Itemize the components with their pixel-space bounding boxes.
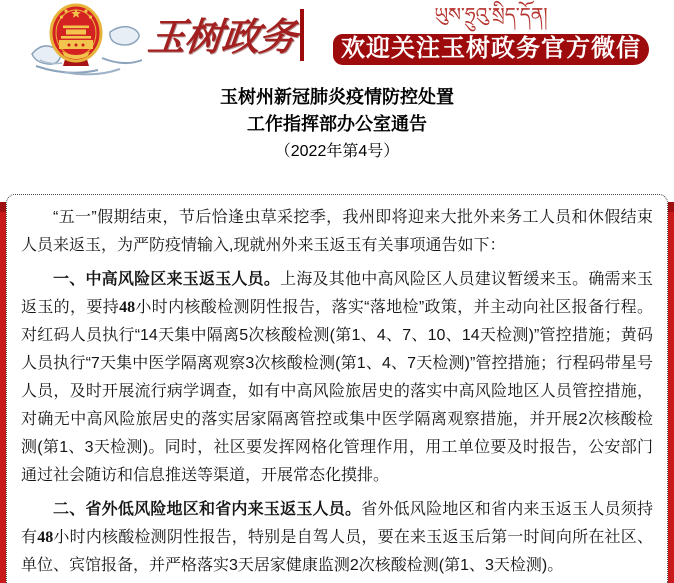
notice-paragraph: 一、中高风险区来玉返玉人员。上海及其他中高风险区人员建议暂缓来玉。确需来玉返玉的，要持48小时内核酸检测阴性报告，落实“落地检”政策，并主动向社区报备行程。对红码人员执行“14天集中隔离5次核酸检测(第1、4、7、10、14天检测)”管控措施；黄码人员执行“7天集中医学隔离观察3次核酸检测(第1、4、7天检测)”管控措施；行程码带星号人员，及时开展流行病学调查，如有中高风险旅居史的落实中高风险地区人员管控措施，对确无中高风险旅居史的落实居家隔离管控或集中医学隔离观察措施，并开展2次核酸检测(第1、3天检测)。同时，社区要发挥网格化管理作用，用工单位要及时报告，公安部门通过社会随访和信息推送等渠道，开展常态化摸排。 <box>21 271 653 484</box>
notice-title-line2: 工作指挥部办公室通告 <box>247 114 427 134</box>
subscribe-banner-label: 欢迎关注玉树政务官方微信 <box>341 36 641 62</box>
tibetan-script-text: ཡུས་ཧྲུའུ་སྲིད་དོན། <box>434 5 548 26</box>
notice-title <box>0 84 674 165</box>
right-red-strip <box>668 202 674 583</box>
notice-title-issue-number: （2022年第4号） <box>274 143 400 160</box>
header <box>0 0 674 82</box>
notice-paragraph: 二、省外低风险地区和省内来玉返玉人员。省外低风险地区和省内来玉返玉人员须持有48小时内核酸检测阴性报告，特别是自驾人员，要在来玉返玉后第一时间向所在社区、单位、宾馆报备，并严格落实3天居家健康监测2次核酸检测(第1、3天检测)。 <box>21 501 653 574</box>
notice-title-line1: 玉树州新冠肺炎疫情防控处置 <box>220 87 454 107</box>
vertical-divider <box>300 9 304 61</box>
notice-paragraph: “五一”假期结束，节后恰逢虫草采挖季，我州即将迎来大批外来务工人员和休假结束人员来返玉，为严防疫情输入,现就州外来玉返玉有关事项通告如下： <box>21 209 653 254</box>
china-national-emblem-icon <box>26 0 148 78</box>
notice-card <box>6 194 668 583</box>
brand-title: 玉树政务 <box>145 14 299 59</box>
notice-body <box>21 204 653 580</box>
subscribe-banner <box>333 34 649 65</box>
